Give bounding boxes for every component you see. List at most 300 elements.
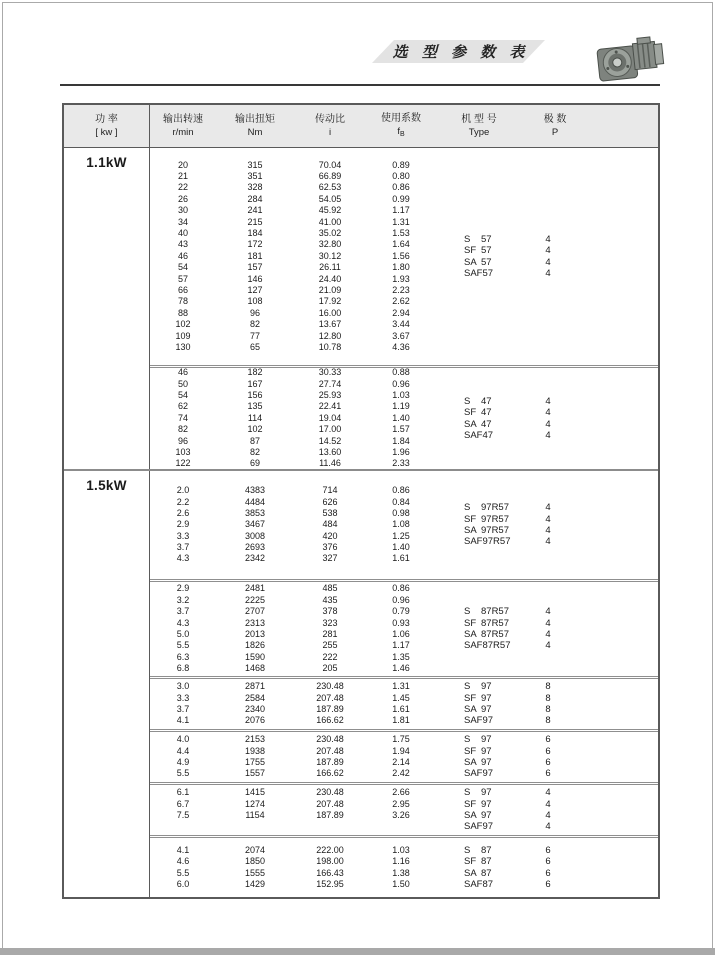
ratio-cell: 255 [322,640,338,651]
ratio-cell: 166.43 [316,867,344,878]
col-header-label: 输出转速 [163,114,203,125]
speed-cell: 2.9 [176,519,190,530]
type-column [436,785,522,835]
ratio-cell: 207.48 [316,798,344,809]
type-size: 97 [482,715,494,727]
torque-cell: 1590 [244,651,266,662]
data-block [150,782,658,835]
torque-cell: 1429 [244,878,266,889]
torque-cell: 157 [247,262,263,273]
ratio-cell: 54.05 [318,193,342,204]
type-prefix: SA [464,704,477,715]
type-prefix: SA [464,629,477,640]
torque-cell: 2225 [244,594,266,605]
torque-cell: 108 [247,296,263,307]
poles-column [522,679,658,729]
service-factor-cell: 1.03 [392,844,410,855]
type-size: 97R57 [481,502,509,514]
speed-cell: 43 [177,239,188,250]
ratio-cell: 41.00 [318,216,342,227]
type-size: 97 [481,692,492,704]
speed-cell: 3.0 [176,681,190,692]
data-block [150,471,658,579]
type-size: 97 [481,757,492,768]
service-factor-cell [366,821,436,832]
poles-cell: 4 [545,502,551,514]
ratio-cell: 166.62 [316,768,344,779]
type-column [436,148,522,365]
ratio-cell: 24.40 [318,273,342,284]
type-prefix: S [464,681,471,693]
poles-column [522,148,658,365]
col-header-unit: [ kw ] [95,127,118,138]
ratio-column [294,679,366,729]
poles-cell: 6 [545,745,551,757]
speed-cell: 5.5 [176,640,190,651]
speed-cell: 3.7 [176,606,190,617]
torque-cell: 182 [247,367,263,378]
poles-cell: 4 [545,418,551,430]
speed-cell: 3.2 [176,594,190,605]
type-prefix: SAF [464,640,483,652]
speed-cell: 2.9 [176,583,190,594]
service-factor-cell: 1.94 [392,745,410,756]
type-prefix: SF [464,407,477,419]
type-prefix: SF [464,513,477,525]
service-factor-cell: 0.98 [392,507,410,518]
service-factor-cell: 2.23 [392,284,410,295]
type-prefix: S [464,734,471,746]
type-cell [436,430,522,441]
speed-cell: 4.4 [176,745,190,756]
type-prefix: SAF [464,536,483,548]
table-header-row [64,105,658,148]
service-factor-cell: 0.79 [392,606,410,617]
speed-cell: 26 [177,193,188,204]
poles-cell: 4 [545,407,551,419]
type-size: 97R57 [481,525,509,536]
type-size: 47 [481,418,492,430]
section-blocks [150,471,658,897]
type-cell [436,704,522,715]
col-header-unit: P [551,127,559,138]
poles-column [522,582,658,676]
torque-cell: 4484 [244,496,266,507]
speed-cell: 4.6 [176,856,190,867]
speed-cell: 5.5 [176,768,190,779]
ratio-cell: 420 [322,530,338,541]
poles-column [522,838,658,897]
torque-cell: 2707 [244,606,266,617]
torque-cell: 1274 [244,798,266,809]
type-cell [436,787,522,798]
service-factor-cell: 0.93 [392,617,410,628]
section-blocks [150,148,658,469]
service-factor-cell: 0.86 [392,182,410,193]
ratio-cell: 16.00 [318,307,342,318]
col-header-unit: Type [468,127,490,138]
ratio-cell: 230.48 [316,787,344,798]
type-size: 57 [481,233,492,245]
speed-column [150,471,216,579]
ratio-cell: 484 [322,519,338,530]
speed-cell: 5.5 [176,867,190,878]
type-size: 87R57 [481,617,509,629]
service-factor-cell: 0.96 [392,594,410,605]
poles-cell: 4 [545,513,551,525]
speed-cell: 2.6 [176,507,190,518]
torque-cell: 4383 [244,485,266,496]
poles-column [522,785,658,835]
torque-cell: 2481 [244,583,266,594]
torque-cell: 1938 [244,745,266,756]
speed-cell: 50 [177,378,188,389]
type-prefix: S [464,606,471,618]
torque-cell: 156 [247,390,263,401]
type-cell [436,681,522,692]
poles-column [522,732,658,782]
type-prefix: SAF [464,821,483,833]
type-prefix: SA [464,757,477,768]
speed-cell: 54 [177,390,188,401]
service-factor-cell: 2.94 [392,307,410,318]
service-factor-cell: 2.14 [392,757,410,767]
ratio-cell: 10.78 [318,341,342,352]
speed-cell: 6.0 [176,878,190,889]
ratio-column [294,368,366,469]
poles-cell: 4 [545,810,551,821]
torque-column [216,679,294,729]
col-header-unit: i [328,127,332,138]
torque-cell: 184 [247,228,263,239]
torque-cell: 87 [249,435,260,446]
ratio-cell: 32.80 [318,239,342,250]
type-prefix: SAF [464,768,483,780]
poles-cell: 4 [545,536,551,548]
type-column [436,732,522,782]
speed-cell: 34 [177,216,188,227]
type-prefix: SF [464,856,477,868]
service-factor-cell: 1.08 [392,519,410,530]
type-size: 87 [481,844,492,856]
service-factor-cell: 0.99 [392,193,410,204]
type-prefix: SA [464,810,477,821]
speed-column [150,368,216,469]
power-label: 1.5kW [86,478,127,493]
type-cell [436,693,522,704]
service-factor-cell: 3.67 [392,330,410,341]
speed-column [150,785,216,835]
ratio-cell: 152.95 [316,878,344,889]
poles-cell: 4 [545,606,551,618]
type-size: 97R57 [482,536,511,548]
torque-cell: 315 [247,159,263,170]
speed-cell: 3.7 [176,542,190,553]
poles-cell: 4 [545,395,551,407]
service-factor-cell: 1.03 [392,390,410,401]
service-factor-cell: 3.26 [392,810,410,820]
poles-column [522,471,658,579]
ratio-cell: 21.09 [318,284,342,295]
fb-column [366,368,436,469]
speed-cell: 103 [175,446,191,457]
torque-cell: 2871 [244,681,266,692]
col-header-unit: r/min [172,127,194,138]
torque-cell: 65 [249,341,260,352]
data-block [150,729,658,782]
ratio-cell: 198.00 [316,856,344,867]
poles-cell: 4 [545,233,551,245]
service-factor-cell: 1.56 [392,250,410,261]
speed-cell: 22 [177,182,188,193]
ratio-cell: 14.52 [318,435,342,446]
col-header-ratio [294,105,366,147]
ratio-cell: 230.48 [316,681,344,692]
torque-cell: 3853 [244,507,266,518]
poles-cell: 6 [545,844,551,856]
service-factor-cell: 1.19 [392,401,410,412]
torque-cell: 1555 [244,867,266,878]
ratio-cell: 12.80 [318,330,342,341]
speed-cell: 2.2 [176,496,190,507]
type-size: 97 [482,768,494,780]
col-header-label: 传动比 [315,114,345,125]
poles-cell: 4 [545,798,551,810]
type-cell [436,407,522,418]
torque-cell: 82 [249,446,260,457]
service-factor-cell: 1.61 [392,704,410,714]
type-column [436,679,522,729]
speed-cell: 4.1 [176,715,190,726]
torque-cell: 1755 [244,757,266,767]
torque-cell: 1468 [244,663,266,674]
type-cell [436,606,522,617]
type-cell [436,234,522,245]
service-factor-cell: 4.36 [392,341,410,352]
speed-cell: 122 [175,458,191,469]
data-block [150,365,658,469]
torque-cell: 77 [249,330,260,341]
speed-column [150,732,216,782]
ratio-cell: 435 [322,594,338,605]
torque-cell: 82 [249,319,260,330]
service-factor-cell: 1.50 [392,878,410,889]
ratio-cell: 17.00 [318,424,342,435]
service-factor-cell: 2.95 [392,798,410,809]
speed-column [150,148,216,365]
type-cell [436,715,522,726]
power-section [64,469,658,897]
poles-cell: 6 [545,867,551,879]
type-cell [436,257,522,268]
ratio-cell: 222.00 [316,844,344,855]
type-size: 57 [481,256,492,268]
col-header-output-speed [150,105,216,147]
speed-cell: 4.3 [176,617,190,628]
ratio-cell: 11.46 [319,458,341,469]
type-cell [436,268,522,279]
type-cell [436,757,522,768]
col-header-unit: Nm [247,127,263,138]
service-factor-cell: 1.84 [392,435,410,446]
poles-cell: 8 [545,704,551,715]
ratio-cell: 376 [322,542,338,553]
type-size: 87 [482,878,494,890]
service-factor-cell: 1.53 [392,228,410,239]
gear-motor-icon [594,35,668,83]
ratio-column [294,471,366,579]
service-factor-cell: 0.88 [392,367,410,378]
ratio-cell [294,821,366,832]
ratio-cell: 70.04 [318,159,342,170]
poles-cell: 6 [545,734,551,746]
type-prefix: SF [464,745,477,757]
type-prefix: SAF [464,715,483,727]
service-factor-cell: 0.80 [392,171,410,182]
speed-column [150,679,216,729]
torque-cell: 172 [247,239,263,250]
torque-cell: 2584 [244,692,266,703]
col-header-label: 极 数 [543,114,567,125]
table-body [64,148,658,897]
speed-cell: 66 [177,284,188,295]
type-prefix: S [464,395,471,407]
ratio-cell: 62.53 [318,182,342,193]
type-cell [436,856,522,867]
torque-cell: 328 [247,182,263,193]
poles-column [522,368,658,469]
col-header-type [436,105,522,147]
torque-cell: 135 [247,401,263,412]
col-header-output-torque [216,105,294,147]
type-prefix: SA [464,418,477,430]
type-size: 97 [482,821,494,833]
poles-cell: 4 [545,617,551,629]
ratio-cell: 281 [322,629,338,639]
col-header-poles [522,105,658,147]
service-factor-cell: 0.96 [392,378,410,389]
ratio-cell: 626 [322,496,338,507]
service-factor-cell: 1.81 [392,715,410,726]
poles-cell: 4 [545,267,551,279]
speed-cell: 3.3 [176,530,190,541]
fb-column [366,582,436,676]
speed-cell: 109 [175,330,191,341]
torque-cell: 2076 [244,715,266,726]
selection-table [62,103,660,899]
poles-cell: 4 [545,640,551,652]
speed-cell: 54 [177,262,188,273]
speed-cell: 46 [177,367,188,378]
service-factor-cell: 1.96 [392,446,410,457]
service-factor-cell: 1.93 [392,273,410,284]
fb-symbol: f [397,125,400,137]
ratio-cell: 30.12 [318,250,342,261]
torque-cell: 241 [247,205,263,216]
type-cell [436,514,522,525]
type-column [436,582,522,676]
torque-cell: 69 [249,458,260,469]
type-size: 97 [481,734,492,746]
torque-column [216,148,294,365]
type-cell [436,734,522,745]
poles-cell: 4 [545,245,551,257]
type-size: 97 [481,745,492,757]
speed-cell: 5.0 [176,629,190,639]
fb-column [366,471,436,579]
torque-cell: 167 [247,378,263,389]
ratio-column [294,148,366,365]
poles-cell: 8 [545,715,551,727]
torque-column [216,732,294,782]
torque-cell: 284 [247,193,263,204]
type-cell [436,810,522,821]
type-prefix: SAF [464,429,483,441]
ratio-cell: 22.41 [318,401,342,412]
type-size: 97 [481,810,492,821]
type-cell [436,799,522,810]
type-prefix: S [464,844,471,856]
ratio-cell: 27.74 [318,378,342,389]
speed-cell: 130 [175,341,191,352]
ratio-cell: 378 [322,606,338,617]
type-column [436,471,522,579]
ratio-cell: 207.48 [316,745,344,756]
ratio-cell: 66.89 [318,171,342,182]
service-factor-cell: 1.31 [392,216,410,227]
ratio-cell: 187.89 [316,810,344,820]
type-cell [436,629,522,640]
type-cell [436,525,522,536]
service-factor-cell: 1.06 [392,629,410,639]
type-cell [436,245,522,256]
ratio-cell: 45.92 [318,205,342,216]
torque-cell: 1850 [244,856,266,867]
torque-column [216,471,294,579]
speed-cell: 20 [177,159,188,170]
service-factor-cell: 0.86 [392,485,410,496]
fb-column [366,732,436,782]
ratio-cell: 187.89 [316,704,344,714]
type-prefix: SF [464,245,477,257]
header-rule [60,84,660,86]
service-factor-cell: 1.61 [392,553,410,564]
data-block [150,148,658,365]
service-factor-cell: 1.80 [392,262,410,273]
poles-cell: 4 [545,256,551,268]
type-cell [436,536,522,547]
torque-cell: 2313 [244,617,266,628]
speed-cell: 4.9 [176,757,190,767]
speed-column [150,838,216,897]
type-size: 57 [482,267,494,279]
service-factor-cell: 0.84 [392,496,410,507]
torque-cell: 2153 [244,734,266,745]
service-factor-cell: 1.17 [392,640,410,651]
type-size: 57 [481,245,492,257]
fb-column [366,148,436,365]
ratio-column [294,785,366,835]
speed-cell: 6.8 [176,663,190,674]
type-size: 97R57 [481,513,509,525]
torque-cell: 1415 [244,787,266,798]
torque-column [216,368,294,469]
speed-cell: 6.7 [176,798,190,809]
torque-cell: 3008 [244,530,266,541]
speed-cell: 2.0 [176,485,190,496]
service-factor-cell: 1.16 [392,856,410,867]
data-block [150,676,658,729]
